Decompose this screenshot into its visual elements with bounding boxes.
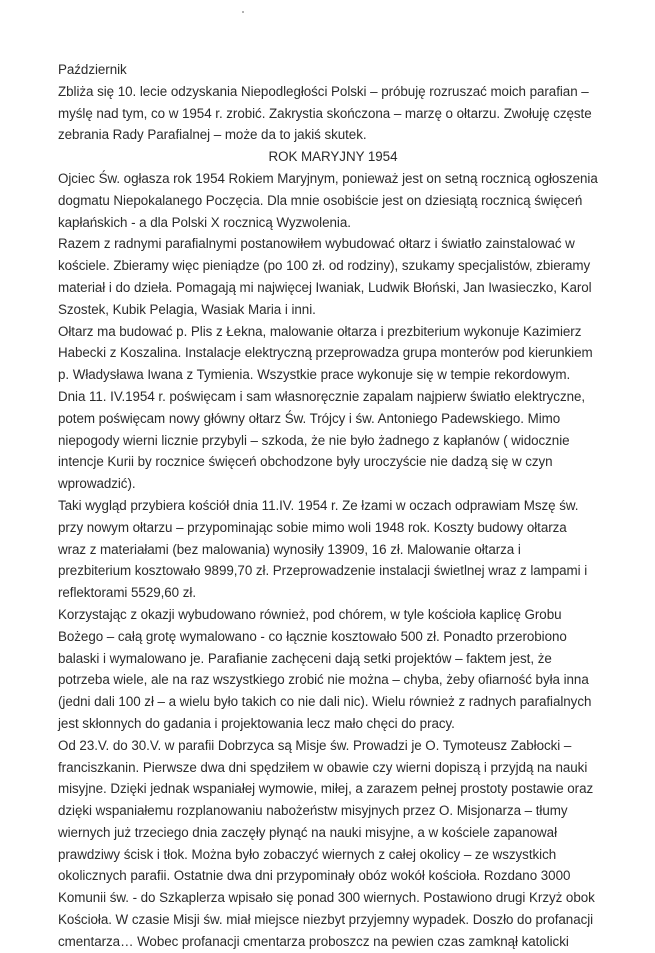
text-line: kapłańskich - a dla Polski X rocznicą Wyzwolenia. [58, 214, 351, 230]
text-line: Kościoła. W czasie Misji św. miał miejsce niezbyt przyjemny wypadek. Doszło do profanacji [58, 912, 594, 928]
scan-speck [242, 11, 244, 13]
text-line: Od 23.V. do 30.V. w parafii Dobrzyca są Misje św. Prowadzi je O. Tymoteusz Zabłocki – [58, 737, 572, 753]
text-line: Zbliża się 10. lecie odzyskania Niepodległości Polski – próbuję rozruszać moich parafian – [58, 83, 589, 99]
text-line: myślę nad tym, co w 1954 r. zrobić. Zakrystia skończona – marzę o ołtarzu. Zwołuję częste [58, 105, 592, 121]
text-line: wiernych już trzeciego dnia zaczęły płynąć na nauki misyjne, a w kościele zapanował [58, 824, 557, 840]
text-line: potem poświęcam nowy główny ołtarz Św. Trójcy i św. Antoniego Padewskiego. Mimo [58, 410, 561, 426]
text-line: cmentarza… Wobec profanacji cmentarza proboszcz na pewien czas zamknął katolicki [58, 933, 569, 949]
text-line: Taki wygląd przybiera kościół dnia 11.IV. 1954 r. Ze łzami w oczach odprawiam Mszę św. [58, 497, 579, 513]
text-line: p. Władysława Iwana z Tymienia. Wszystkie prace wykonuje się w tempie rekordowym. [58, 367, 571, 383]
text-line: franciszkanin. Pierwsze dwa dni spędziłem w obawie czy wierni dopiszą i przyjdą na nauki [58, 759, 588, 775]
text-line: wraz z materiałami (bez malowania) wynosiły 13909, 16 zł. Malowanie ołtarza i [58, 541, 521, 557]
text-line: dzięki wspaniałemu rozplanowaniu nabożeństw misyjnych przez O. Misjonarza – tłumy [58, 803, 568, 819]
text-line: dogmatu Niepokalanego Poczęcia. Dla mnie osobiście jest on dziesiątą rocznicą święceń [58, 192, 583, 208]
text-line: Ojciec Św. ogłasza rok 1954 Rokiem Maryjnym, ponieważ jest on setną rocznicą ogłoszenia [58, 170, 598, 186]
section-heading: ROK MARYJNY 1954 [268, 149, 398, 165]
text-line: potrzeba wiele, ale na raz wszystkiego zrobić nie można – chyba, żeby ofiarność była inna [58, 672, 589, 688]
text-line: niepogody wierni licznie przybyli – szkoda, że nie było żadnego z kapłanów ( widocznie [58, 432, 570, 448]
month-heading: Październik [58, 62, 127, 77]
text-line: Bożego – całą grotę wymalowano - co łącznie kosztowało 500 zł. Ponadto przerobiono [58, 628, 567, 644]
text-line: zebrania Rady Parafialnej – może da to jakiś skutek. [58, 127, 367, 143]
text-line: okolicznych parafii. Ostatnie dwa dni przypominały obóz wokół kościoła. Rozdano 3000 [58, 868, 571, 884]
text-line: jest skłonnych do gadania i projektowania lecz mało chęci do pracy. [58, 715, 455, 731]
text-line: misyjne. Dzięki jednak wspaniałej wymowie, miłej, a zarazem pełnej prostoty postawie oraz [58, 781, 594, 797]
text-line: Habecki z Koszalina. Instalacje elektryczną przeprowadza grupa monterów pod kierunkiem [58, 345, 593, 361]
document-page [58, 59, 618, 953]
text-line: przy nowym ołtarzu – przypominając sobie mimo woli 1948 rok. Koszty budowy ołtarza [58, 519, 567, 535]
text-line: reflektorami 5529,60 zł. [58, 585, 196, 601]
text-line: Komunii św. - do Szkaplerza wpisało się ponad 300 wiernych. Postawiono drugi Krzyż obok [58, 890, 595, 906]
text-line: prawdziwy ścisk i tłok. Można było zobaczyć wiernych z całej okolicy – ze wszystkich [58, 846, 557, 862]
text-line: balaski i wymalowano je. Parafianie zachęceni dają setki projektów – faktem jest, że [58, 650, 552, 666]
text-line: Korzystając z okazji wybudowano również, pod chórem, w tyle kościoła kaplicę Grobu [58, 606, 562, 622]
text-line: Razem z radnymi parafialnymi postanowiłem wybudować ołtarz i światło zainstalować w [58, 236, 575, 252]
text-line: wprowadzić). [58, 476, 136, 492]
text-line: intencje Kurii by rocznice święceń obchodzone były uroczyście nie dadzą się w czyn [58, 454, 553, 470]
text-line: (jedni dali 100 zł – a wielu było takich co nie dali nic). Wielu również z radnych parafialnych [58, 694, 592, 710]
text-line: Ołtarz ma budować p. Plis z Łekna, malowanie ołtarza i prezbiterium wykonuje Kazimierz [58, 323, 582, 339]
text-line: Dnia 11. IV.1954 r. poświęcam i sam własnoręcznie zapalam najpierw światło elektryczne, [58, 388, 586, 404]
text-line: Szostek, Kubik Pelagia, Wasiak Maria i inni. [58, 301, 316, 317]
text-line: materiał i do dzieła. Pomagają mi najwięcej Iwaniak, Ludwik Błoński, Jan Iwasieczko, Karol [58, 279, 592, 295]
text-line: kościele. Zbieramy więc pieniądze (po 100 zł. od rodziny), szukamy specjalistów, zbieramy [58, 258, 591, 274]
text-line: prezbiterium kosztowało 9899,70 zł. Przeprowadzenie instalacji świetlnej wraz z lampami i [58, 563, 588, 579]
